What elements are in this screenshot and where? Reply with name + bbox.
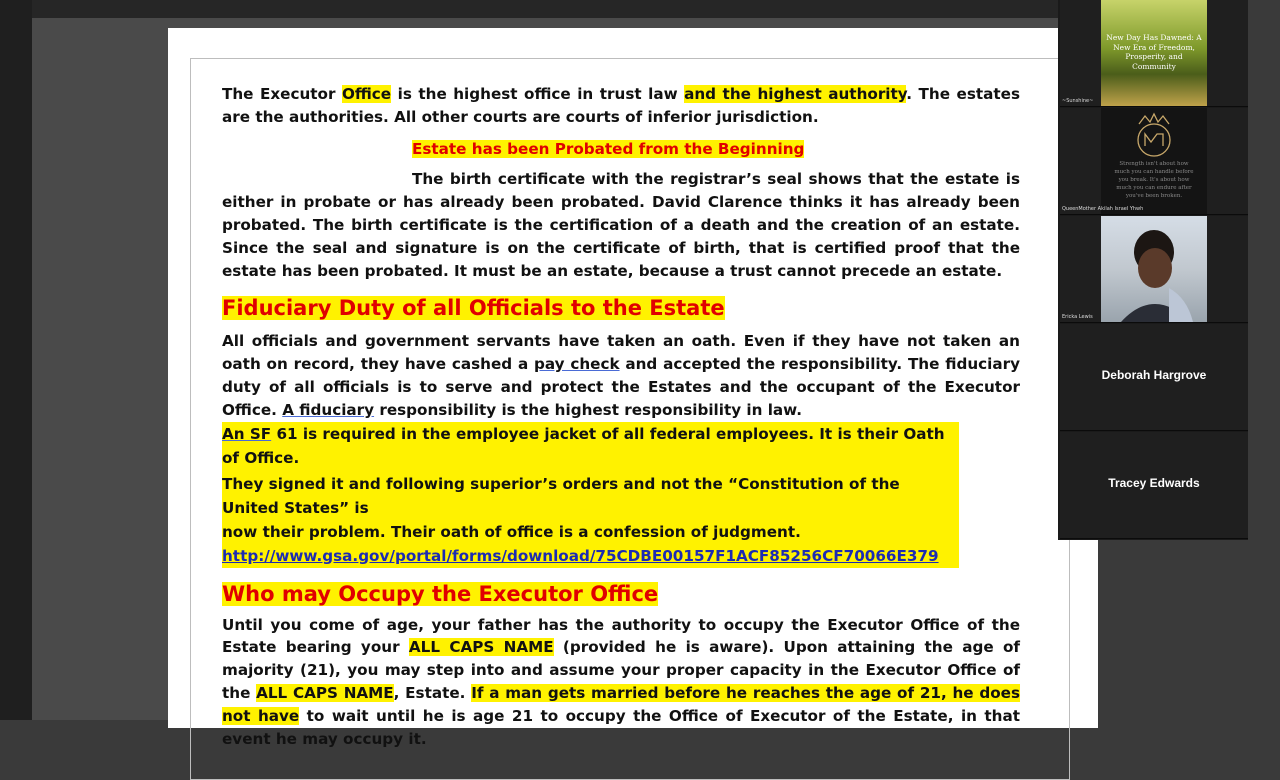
right-edge xyxy=(1248,0,1280,720)
paragraph-sf61: An SF 61 is required in the employee jacket of all federal employees. It is their Oath of Office. xyxy=(222,424,945,467)
participant-tile-queenmother[interactable] xyxy=(1060,108,1248,215)
person-avatar-icon xyxy=(1101,216,1207,322)
participant-thumbnail: New Day Has Dawned: A New Era of Freedom, Prosperity, and Community xyxy=(1101,0,1207,106)
participant-tile-sunshine[interactable] xyxy=(1060,0,1248,107)
participant-label: Ericka Lewis xyxy=(1062,314,1093,320)
gsa-form-link[interactable]: http://www.gsa.gov/portal/forms/download/75CDBE00157F1ACF85256CF70066E379 xyxy=(222,546,939,565)
highlighted-block xyxy=(222,422,959,568)
heading-who-may-occupy: Who may Occupy the Executor Office xyxy=(222,581,659,606)
paragraph-confession: now their problem. Their oath of office is a confession of judgment. xyxy=(222,522,801,541)
participant-name: Tracey Edwards xyxy=(1108,476,1200,490)
gsa-link-line xyxy=(222,544,959,568)
paragraph-executor-office: The Executor Office is the highest office in trust law and the highest authority. The estates are the authorities. All other courts are courts of inferior jurisdiction. xyxy=(222,85,1020,126)
participant-label: ~Sunshine~ xyxy=(1062,98,1094,104)
heading-fiduciary-duty: Fiduciary Duty of all Officials to the Estate xyxy=(222,296,725,321)
participant-tile-ericka[interactable] xyxy=(1060,216,1248,323)
paragraph-signed: They signed it and following superior’s orders and not the “Constitution of the United States” is xyxy=(222,474,900,517)
left-gutter xyxy=(0,0,32,720)
participant-video xyxy=(1101,216,1207,322)
participant-tile-deborah[interactable] xyxy=(1060,324,1248,431)
crown-logo-icon xyxy=(1101,110,1207,160)
participant-thumbnail: Strength isn't about how much you can handle before you break. It's about how much you can endure after you've been broken. xyxy=(1101,108,1207,214)
document-content xyxy=(222,83,1020,750)
participant-name: Deborah Hargrove xyxy=(1101,368,1207,382)
participant-label: QueenMother Akilah Israel Yhwh xyxy=(1062,206,1144,212)
link-pay-check[interactable]: pay check xyxy=(534,355,620,374)
subtitle-probated: Estate has been Probated from the Beginning xyxy=(412,139,805,158)
paragraph-officials-oath: All officials and government servants have taken an oath. Even if they have not taken an oath on record, they have cashed a pay check and accepted the responsibility. The fiduciary duty of all officials is to serve and protect the Estates and the occupant of the Executor Office. A fiduciary responsibility is the highest responsibility in law. xyxy=(222,332,1020,419)
participant-tile-tracey[interactable] xyxy=(1060,432,1248,539)
paragraph-come-of-age: Until you come of age, your father has the authority to occupy the Executor Office of the Estate bearing your ALL CAPS NAME (provided he is aware). Upon attaining the age of majority (21), you may step into and assume your proper capacity in the Executor Office of the ALL CAPS NAME, Estate. If a man gets married before he reaches the age of 21, he does not have to wait until he is age 21 to occupy the Office of Executor of the Estate, in that event he may occupy it. xyxy=(222,615,1020,748)
document-page xyxy=(168,28,1098,748)
paragraph-birth-certificate: The birth certificate with the registrar’s seal shows that the estate is either in probate or has already been probated. David Clarence thinks it has already been probated. The birth certificate is the certification of a death and the creation of an estate. Since the seal and signature is on the certificate of birth, that is certified proof that the estate has been probated. It must be an estate, because a trust cannot precede an estate. xyxy=(222,170,1020,280)
